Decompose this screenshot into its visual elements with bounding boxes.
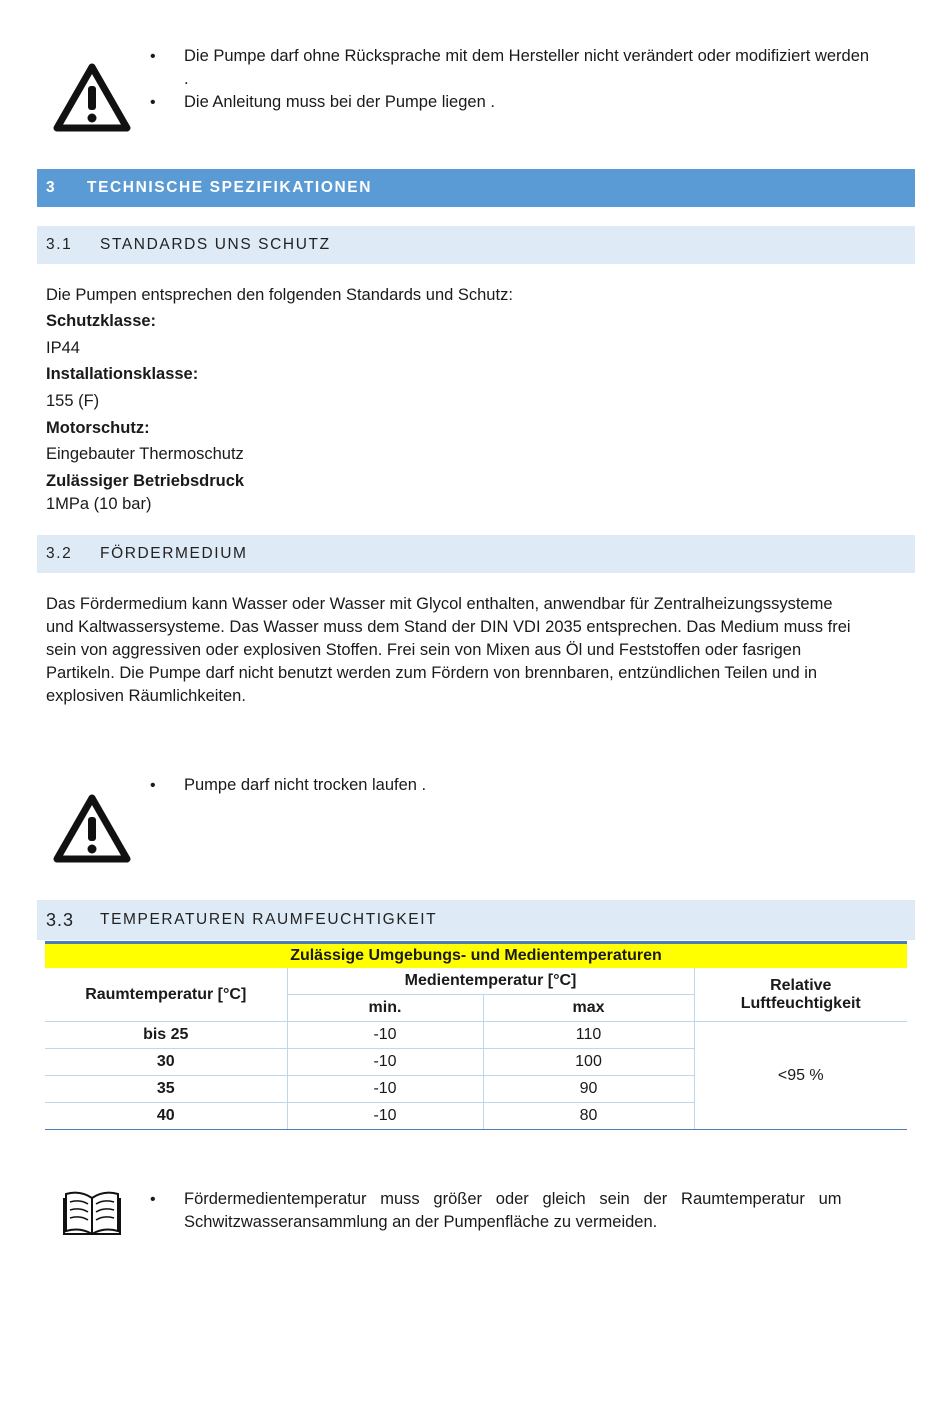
- paragraph-line: und Kaltwassersysteme. Das Wasser muss dem Stand der DIN VDI 2035 entsprechen. Das Medium muss frei: [46, 618, 851, 636]
- list-item: • Die Anleitung muss bei der Pumpe liegen .: [150, 91, 870, 114]
- section-title: STANDARDS UNS SCHUTZ: [100, 236, 331, 253]
- list-item: • Die Pumpe darf ohne Rücksprache mit dem Hersteller nicht verändert oder modifiziert werden .: [150, 45, 870, 91]
- paragraph-line: Partikeln. Die Pumpe darf nicht benutzt werden zum Fördern von brennbaren, entzündlichen Teilen und in: [46, 664, 818, 682]
- warning-triangle-icon: [53, 793, 131, 863]
- column-header-room: Raumtemperatur [°C]: [45, 968, 287, 1022]
- section-heading-3: [37, 169, 915, 207]
- section-number: 3: [46, 179, 57, 196]
- column-header-medium: Medientemperatur [°C]: [287, 968, 694, 995]
- cell-humidity: <95 %: [694, 1022, 907, 1130]
- cell-min: -10: [287, 1022, 483, 1049]
- column-header-max: max: [483, 995, 694, 1022]
- cell-room: 40: [45, 1103, 287, 1130]
- temperature-table: [45, 941, 907, 1130]
- paragraph-line: explosiven Räumlichkeiten.: [46, 687, 246, 705]
- spec-value: 1MPa (10 bar): [46, 495, 152, 513]
- table-row: [45, 1022, 907, 1049]
- paragraph-line: sein von aggressiven oder explosiven Stoffen. Frei sein von Mixen aus Öl und Feststoffen oder fasrigen: [46, 641, 802, 659]
- spec-label: Motorschutz:: [46, 419, 150, 437]
- section-title: TECHNISCHE SPEZIFIKATIONEN: [87, 179, 373, 196]
- list-item: • Pumpe darf nicht trocken laufen .: [150, 774, 870, 797]
- section-heading-3-1: [37, 226, 915, 264]
- table-caption: Zulässige Umgebungs- und Medientemperaturen: [45, 943, 907, 969]
- warning-list-2: [150, 774, 870, 797]
- cell-min: -10: [287, 1103, 483, 1130]
- cell-min: -10: [287, 1076, 483, 1103]
- section-number: 3.3: [46, 910, 75, 930]
- standards-intro: Die Pumpen entsprechen den folgenden Standards und Schutz:: [46, 286, 513, 304]
- note-list: [150, 1188, 900, 1234]
- spec-label: Installationsklasse:: [46, 365, 199, 383]
- spec-label: Zulässiger Betriebsdruck: [46, 472, 245, 490]
- warning-list-1: [150, 45, 870, 114]
- cell-max: 110: [483, 1022, 694, 1049]
- spec-value: Eingebauter Thermoschutz: [46, 445, 244, 463]
- column-header-min: min.: [287, 995, 483, 1022]
- paragraph-line: Das Fördermedium kann Wasser oder Wasser mit Glycol enthalten, anwendbar für Zentralheizungssysteme: [46, 595, 833, 613]
- warning-triangle-icon: [53, 62, 131, 132]
- list-item: • Fördermedientemperatur muss größer oder gleich sein der Raumtemperatur um Schwitzwasseransammlung an der Pumpenfläche zu vermeiden.: [150, 1188, 900, 1234]
- spec-value: 155 (F): [46, 392, 100, 410]
- cell-max: 90: [483, 1076, 694, 1103]
- section-heading-3-2: [37, 535, 915, 573]
- cell-room: bis 25: [45, 1022, 287, 1049]
- section-title: TEMPERATUREN RAUMFEUCHTIGKEIT: [100, 911, 438, 928]
- column-header-humidity: Relative Luftfeuchtigkeit: [694, 968, 907, 1022]
- manual-book-icon: [60, 1190, 124, 1238]
- section-number: 3.2: [46, 545, 73, 562]
- medium-paragraph: [46, 593, 896, 708]
- section-number: 3.1: [46, 236, 73, 253]
- cell-room: 35: [45, 1076, 287, 1103]
- spec-label: Schutzklasse:: [46, 312, 157, 330]
- cell-room: 30: [45, 1049, 287, 1076]
- section-title: FÖRDERMEDIUM: [100, 545, 248, 562]
- cell-max: 100: [483, 1049, 694, 1076]
- spec-value: IP44: [46, 339, 80, 357]
- cell-min: -10: [287, 1049, 483, 1076]
- cell-max: 80: [483, 1103, 694, 1130]
- section-heading-3-3: [37, 900, 915, 940]
